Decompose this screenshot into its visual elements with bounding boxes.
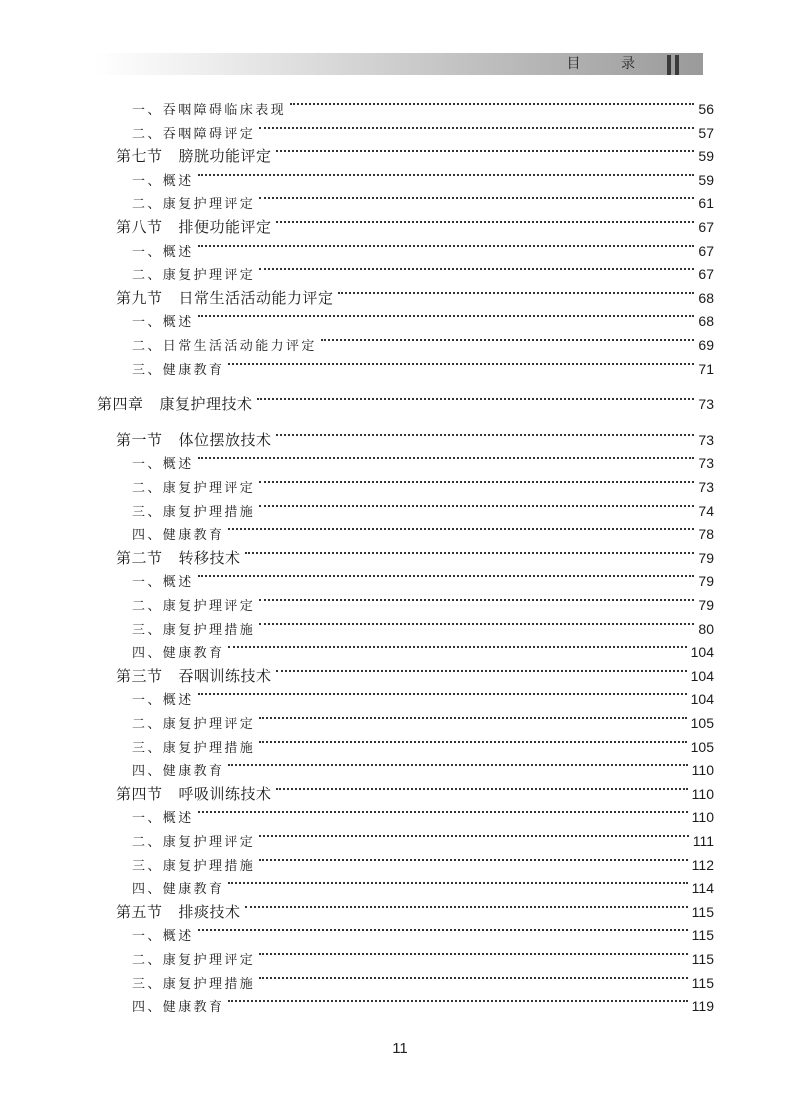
toc-entry-page: 115 bbox=[691, 903, 714, 920]
toc-entry-page: 67 bbox=[698, 266, 714, 283]
toc-entry-page: 115 bbox=[691, 951, 714, 967]
toc-subsection-entry bbox=[132, 570, 714, 592]
toc-subsection-entry bbox=[132, 995, 714, 1017]
toc-subsection-entry bbox=[132, 452, 714, 474]
toc-entry-page: 73 bbox=[698, 396, 714, 413]
toc-entry-title: 二、日常生活活动能力评定 bbox=[132, 339, 317, 354]
toc-entry-title: 二、康复护理评定 bbox=[132, 717, 256, 732]
toc-entry-page: 79 bbox=[698, 597, 714, 613]
dot-leader bbox=[198, 929, 688, 931]
toc-entry-page: 104 bbox=[690, 644, 714, 661]
toc-entry-page: 56 bbox=[698, 101, 714, 117]
dot-leader bbox=[321, 339, 695, 341]
dot-leader bbox=[259, 953, 687, 955]
dot-leader bbox=[259, 197, 694, 199]
dot-leader bbox=[259, 268, 694, 270]
dot-leader bbox=[228, 882, 687, 884]
toc-entry-title: 一、概述 bbox=[132, 244, 194, 260]
dot-leader bbox=[198, 315, 695, 317]
toc-subsection-entry bbox=[132, 358, 714, 380]
toc-entry-page: 114 bbox=[691, 880, 714, 897]
toc-entry-page: 59 bbox=[698, 171, 714, 188]
toc-entry-page: 69 bbox=[698, 337, 714, 353]
toc-entry-page: 110 bbox=[691, 809, 714, 826]
dot-leader bbox=[228, 764, 687, 766]
toc-entry-title: 第二节 bbox=[116, 548, 163, 567]
toc-subsection-entry bbox=[132, 523, 714, 545]
toc-entry-title: 三、康复护理措施 bbox=[132, 858, 256, 874]
toc-chapter-entry bbox=[97, 393, 714, 415]
toc-subsection-entry bbox=[132, 500, 714, 522]
toc-section-entry bbox=[116, 216, 714, 238]
dot-leader bbox=[259, 741, 686, 743]
toc-subsection-entry bbox=[132, 476, 714, 498]
dot-leader bbox=[338, 292, 695, 294]
toc-entry-page: 115 bbox=[691, 974, 714, 991]
toc-entry-title: 第七节 bbox=[116, 147, 163, 166]
toc-entry-subtitle: 日常生活活动能力评定 bbox=[178, 288, 334, 307]
dot-leader bbox=[276, 670, 687, 672]
toc-entry-page: 112 bbox=[691, 856, 714, 873]
toc-subsection-entry bbox=[132, 688, 714, 710]
dot-leader bbox=[259, 505, 694, 507]
toc-entry-title: 一、概述 bbox=[132, 929, 194, 945]
toc-entry-page: 79 bbox=[698, 573, 714, 590]
toc-subsection-entry bbox=[132, 924, 714, 946]
toc-entry-page: 59 bbox=[698, 148, 714, 165]
toc-entry-page: 80 bbox=[698, 620, 714, 637]
toc-subsection-entry bbox=[132, 310, 714, 332]
toc-entry-title: 三、康复护理措施 bbox=[132, 504, 256, 520]
toc-entry-title: 二、吞咽障碍评定 bbox=[132, 126, 256, 142]
toc-subsection-entry bbox=[132, 854, 714, 876]
toc-entry-page: 78 bbox=[698, 526, 714, 543]
toc-subsection-entry bbox=[132, 972, 714, 994]
dot-leader bbox=[290, 103, 694, 105]
dot-leader bbox=[257, 398, 695, 400]
toc-entry-title: 四、健康教育 bbox=[132, 882, 225, 898]
dot-leader bbox=[228, 1000, 687, 1002]
toc-entry-title: 二、康复护理评定 bbox=[132, 268, 256, 284]
toc-entry-page: 73 bbox=[698, 455, 714, 472]
toc-subsection-entry bbox=[132, 736, 714, 758]
toc-entry-subtitle: 吞咽训练技术 bbox=[178, 666, 272, 685]
toc-entry-page: 105 bbox=[690, 715, 714, 731]
toc-entry-title: 四、健康教育 bbox=[132, 764, 225, 780]
toc-subsection-entry bbox=[132, 192, 714, 214]
toc-entry-title: 二、康复护理评定 bbox=[132, 953, 256, 968]
toc-entry-title: 三、康复护理措施 bbox=[132, 622, 256, 638]
toc-subsection-entry bbox=[132, 877, 714, 899]
dot-leader bbox=[259, 977, 687, 979]
dot-leader bbox=[259, 623, 694, 625]
dot-leader bbox=[259, 859, 687, 861]
dot-leader bbox=[259, 717, 686, 719]
toc-subsection-entry bbox=[132, 830, 714, 852]
toc-entry-title: 四、健康教育 bbox=[132, 1000, 225, 1016]
page-header-band bbox=[95, 53, 703, 75]
toc-entry-page: 68 bbox=[698, 289, 714, 306]
dot-leader bbox=[245, 552, 695, 554]
toc-entry-title: 二、康复护理评定 bbox=[132, 599, 256, 614]
toc-entry-title: 三、康复护理措施 bbox=[132, 740, 256, 756]
toc-subsection-entry bbox=[132, 594, 714, 616]
dot-leader bbox=[198, 245, 695, 247]
dot-leader bbox=[276, 434, 695, 436]
toc-entry-title: 一、概述 bbox=[132, 811, 194, 827]
toc-entry-title: 第三节 bbox=[116, 666, 163, 685]
toc-entry-page: 67 bbox=[698, 219, 714, 235]
page-number: 11 bbox=[392, 1040, 408, 1057]
toc-entry-title: 一、概述 bbox=[132, 693, 194, 709]
toc-entry-title: 第五节 bbox=[116, 902, 163, 921]
dot-leader bbox=[276, 221, 695, 223]
toc-entry-page: 74 bbox=[698, 502, 714, 519]
toc-entry-title: 一、概述 bbox=[132, 575, 194, 591]
toc-entry-title: 第四节 bbox=[116, 784, 163, 803]
toc-entry-page: 104 bbox=[690, 691, 714, 708]
dot-leader bbox=[228, 363, 694, 365]
toc-subsection-entry bbox=[132, 122, 714, 144]
toc-entry-title: 第一节 bbox=[116, 430, 163, 449]
toc-subsection-entry bbox=[132, 759, 714, 781]
toc-entry-title: 第八节 bbox=[116, 218, 163, 236]
toc-entry-page: 61 bbox=[698, 195, 714, 212]
toc-entry-page: 73 bbox=[698, 479, 714, 495]
toc-section-entry bbox=[116, 429, 714, 451]
header-title: 目 录 bbox=[566, 56, 653, 72]
toc-subsection-entry bbox=[132, 240, 714, 262]
toc-entry-page: 73 bbox=[698, 431, 714, 448]
toc-entry-title: 一、概述 bbox=[132, 315, 194, 331]
toc-section-entry bbox=[116, 287, 714, 309]
toc-entry-page: 110 bbox=[691, 762, 714, 779]
dot-leader bbox=[276, 788, 688, 790]
toc-subsection-entry bbox=[132, 712, 714, 734]
toc-entry-page: 104 bbox=[690, 667, 714, 684]
toc-subsection-entry bbox=[132, 263, 714, 285]
toc-entry-title: 第四章 bbox=[97, 395, 144, 414]
toc-section-entry bbox=[116, 547, 714, 569]
dot-leader bbox=[259, 835, 689, 837]
toc-subsection-entry bbox=[132, 618, 714, 640]
dot-leader bbox=[259, 599, 694, 601]
toc-subsection-entry bbox=[132, 806, 714, 828]
toc-entry-title: 二、康复护理评定 bbox=[132, 835, 256, 850]
toc-entry-page: 68 bbox=[698, 313, 714, 330]
toc-entry-title: 三、健康教育 bbox=[132, 362, 225, 378]
toc-entry-page: 67 bbox=[698, 242, 714, 259]
dot-leader bbox=[198, 575, 695, 577]
toc-section-entry bbox=[116, 783, 714, 805]
dot-leader bbox=[198, 693, 687, 695]
toc-entry-page: 71 bbox=[698, 360, 714, 377]
toc-section-entry bbox=[116, 665, 714, 687]
toc-section-entry bbox=[116, 901, 714, 923]
header-bars-icon bbox=[665, 55, 685, 77]
toc-entry-page: 111 bbox=[692, 833, 714, 849]
toc-entry-title: 三、康复护理措施 bbox=[132, 976, 256, 992]
toc-entry-page: 57 bbox=[698, 124, 714, 141]
toc-entry-title: 二、康复护理评定 bbox=[132, 481, 256, 496]
toc-entry-subtitle: 康复护理技术 bbox=[159, 395, 253, 414]
toc-entry-page: 119 bbox=[691, 998, 714, 1015]
dot-leader bbox=[228, 646, 686, 648]
toc-section-entry bbox=[116, 145, 714, 167]
dot-leader bbox=[228, 528, 694, 530]
toc-entry-page: 110 bbox=[691, 785, 714, 802]
toc-subsection-entry bbox=[132, 334, 714, 356]
toc-entry-title: 第九节 bbox=[116, 288, 163, 307]
toc-entry-subtitle: 体位摆放技术 bbox=[178, 430, 272, 449]
dot-leader bbox=[198, 457, 695, 459]
toc-entry-subtitle: 呼吸训练技术 bbox=[178, 784, 272, 803]
toc-entry-title: 二、康复护理评定 bbox=[132, 197, 256, 213]
toc-subsection-entry bbox=[132, 641, 714, 663]
dot-leader bbox=[198, 811, 688, 813]
dot-leader bbox=[198, 174, 695, 176]
toc-entry-title: 四、健康教育 bbox=[132, 646, 225, 662]
toc-entry-title: 一、吞咽障碍临床表现 bbox=[132, 103, 287, 118]
dot-leader bbox=[259, 481, 694, 483]
dot-leader bbox=[245, 906, 688, 908]
dot-leader bbox=[259, 127, 694, 129]
toc-entry-title: 四、健康教育 bbox=[132, 528, 225, 544]
toc-entry-subtitle: 膀胱功能评定 bbox=[178, 147, 272, 166]
toc-subsection-entry bbox=[132, 169, 714, 191]
toc-subsection-entry bbox=[132, 948, 714, 970]
toc-entry-page: 105 bbox=[690, 738, 714, 755]
toc-entry-page: 115 bbox=[691, 927, 714, 944]
dot-leader bbox=[276, 150, 695, 152]
toc-subsection-entry bbox=[132, 98, 714, 120]
toc-entry-subtitle: 排便功能评定 bbox=[178, 218, 272, 236]
toc-entry-title: 一、概述 bbox=[132, 173, 194, 189]
toc-entry-subtitle: 排痰技术 bbox=[178, 902, 241, 921]
toc-entry-page: 79 bbox=[698, 549, 714, 566]
toc-entry-title: 一、概述 bbox=[132, 457, 194, 473]
toc-entry-subtitle: 转移技术 bbox=[178, 548, 241, 567]
